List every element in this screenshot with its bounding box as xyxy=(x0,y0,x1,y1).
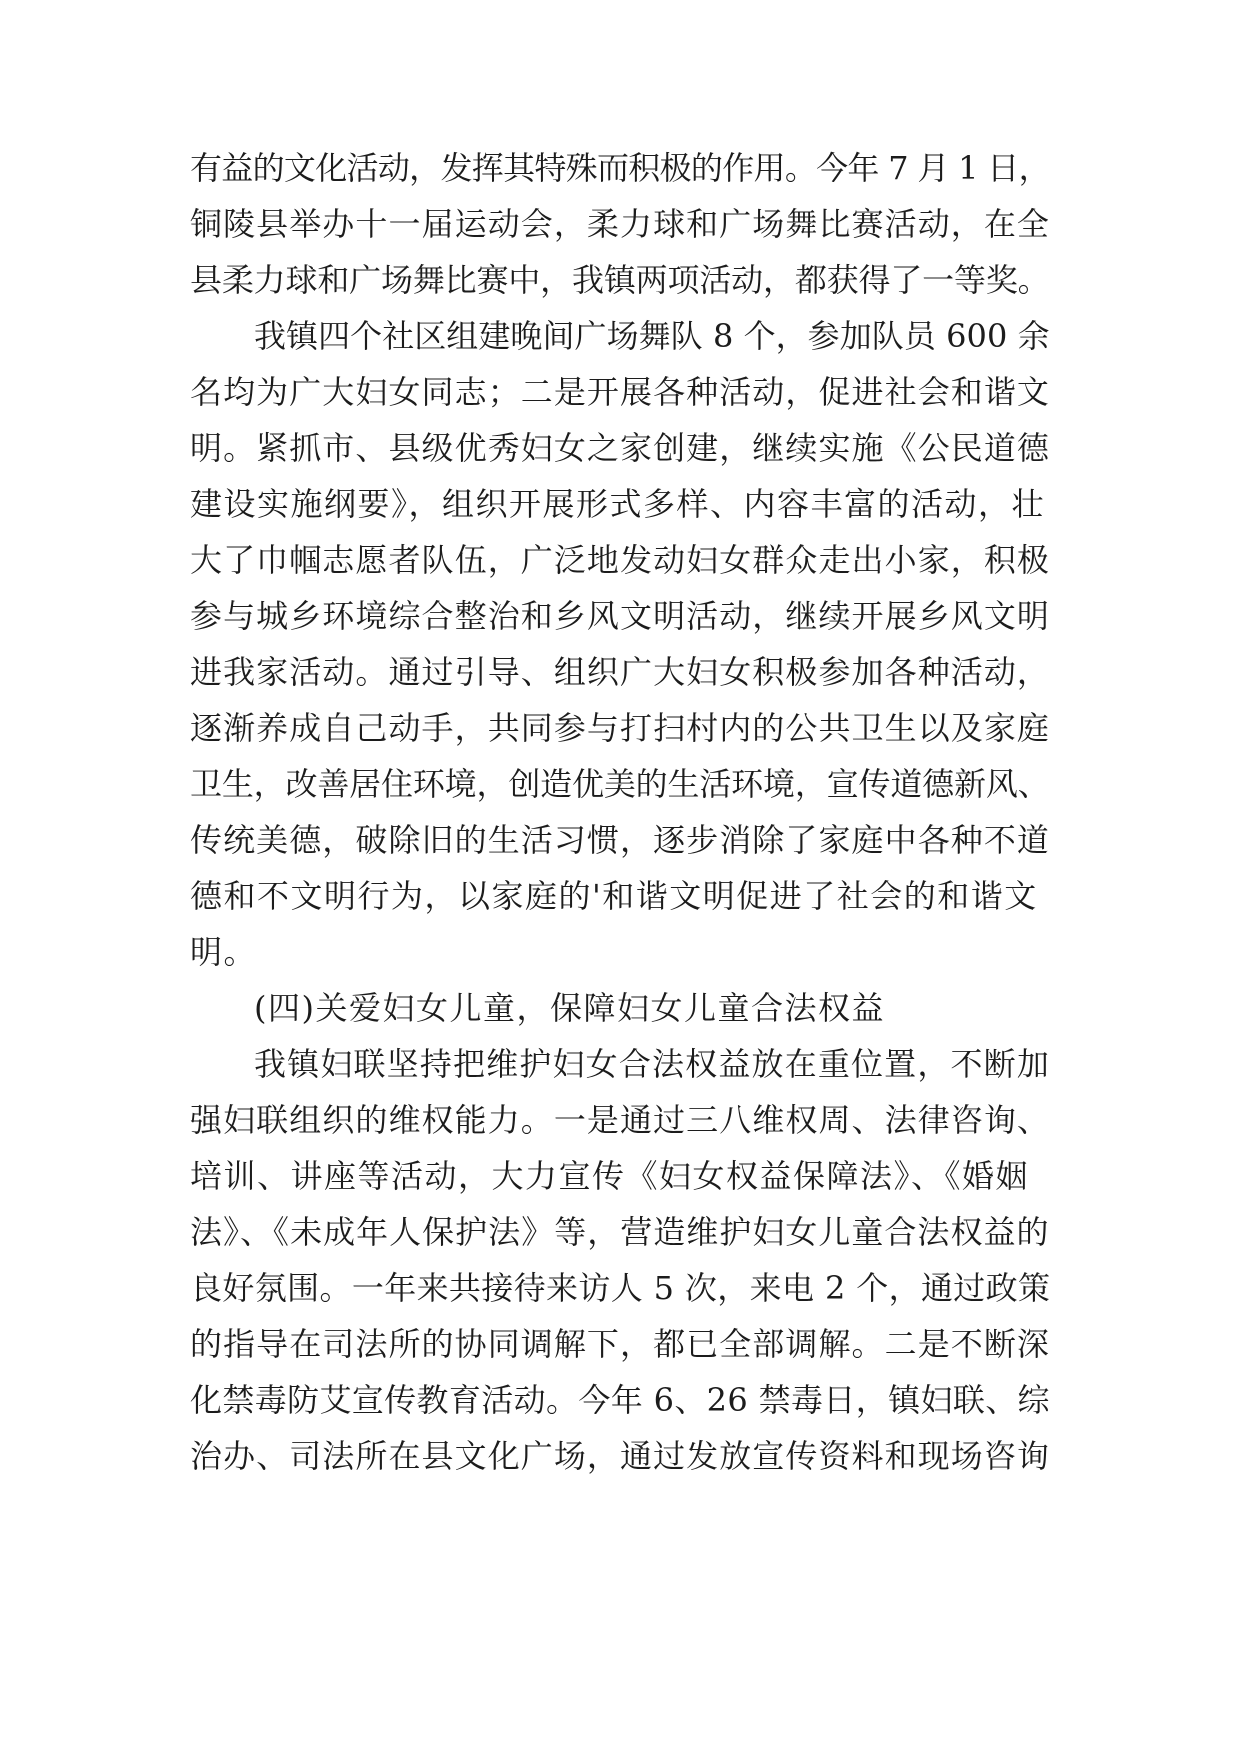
text-line: 我镇妇联坚持把维护妇女合法权益放在重位置，不断加 xyxy=(254,1045,1051,1083)
text-line: 培训、讲座等活动，大力宣传《妇女权益保障法》、《婚姻 xyxy=(190,1157,1030,1195)
section-heading: (四)关爱妇女儿童，保障妇女儿童合法权益 xyxy=(254,989,885,1027)
text-line: 明。紧抓市、县级优秀妇女之家创建，继续实施《公民道德 xyxy=(190,429,1051,467)
text-line: 化禁毒防艾宣传教育活动。今年 6、26 禁毒日，镇妇联、综 xyxy=(190,1381,1050,1419)
text-line: 德和不文明行为，以家庭的'和谐文明促进了社会的和谐文 xyxy=(190,877,1038,915)
text-line: 法》、《未成年人保护法》等，营造维护妇女儿童合法权益的 xyxy=(190,1213,1050,1251)
text-line: 逐渐养成自己动手，共同参与打扫村内的公共卫生以及家庭 xyxy=(190,709,1051,747)
text-line: 的指导在司法所的协同调解下，都已全部调解。二是不断深 xyxy=(190,1325,1051,1363)
text-line: 良好氛围。一年来共接待来访人 5 次，来电 2 个，通过政策 xyxy=(190,1269,1051,1307)
text-line: 建设实施纲要》，组织开展形式多样、内容丰富的活动，壮 xyxy=(190,485,1046,523)
text-line: 治办、司法所在县文化广场，通过发放宣传资料和现场咨询 xyxy=(190,1437,1051,1475)
text-line: 参与城乡环境综合整治和乡风文明活动，继续开展乡风文明 xyxy=(190,597,1051,635)
text-line: 传统美德，破除旧的生活习惯，逐步消除了家庭中各种不道 xyxy=(190,821,1051,859)
text-line: 名均为广大妇女同志；二是开展各种活动，促进社会和谐文 xyxy=(190,373,1051,411)
text-line: 进我家活动。通过引导、组织广大妇女积极参加各种活动， xyxy=(190,653,1051,691)
text-line: 我镇四个社区组建晚间广场舞队 8 个，参加队员 600 余 xyxy=(254,317,1050,355)
text-line: 铜陵县举办十一届运动会，柔力球和广场舞比赛活动，在全 xyxy=(190,205,1051,243)
text-line: 县柔力球和广场舞比赛中，我镇两项活动，都获得了一等奖。 xyxy=(190,261,1050,299)
text-line: 卫生，改善居住环境，创造优美的生活环境，宣传道德新风、 xyxy=(190,765,1050,803)
text-line: 明。 xyxy=(190,933,258,971)
text-line: 强妇联组织的维权能力。一是通过三八维权周、法律咨询、 xyxy=(190,1101,1051,1139)
text-line: 大了巾帼志愿者队伍，广泛地发动妇女群众走出小家，积极 xyxy=(190,541,1051,579)
text-line: 有益的文化活动，发挥其特殊而积极的作用。今年 7 月 1 日， xyxy=(190,149,1050,187)
